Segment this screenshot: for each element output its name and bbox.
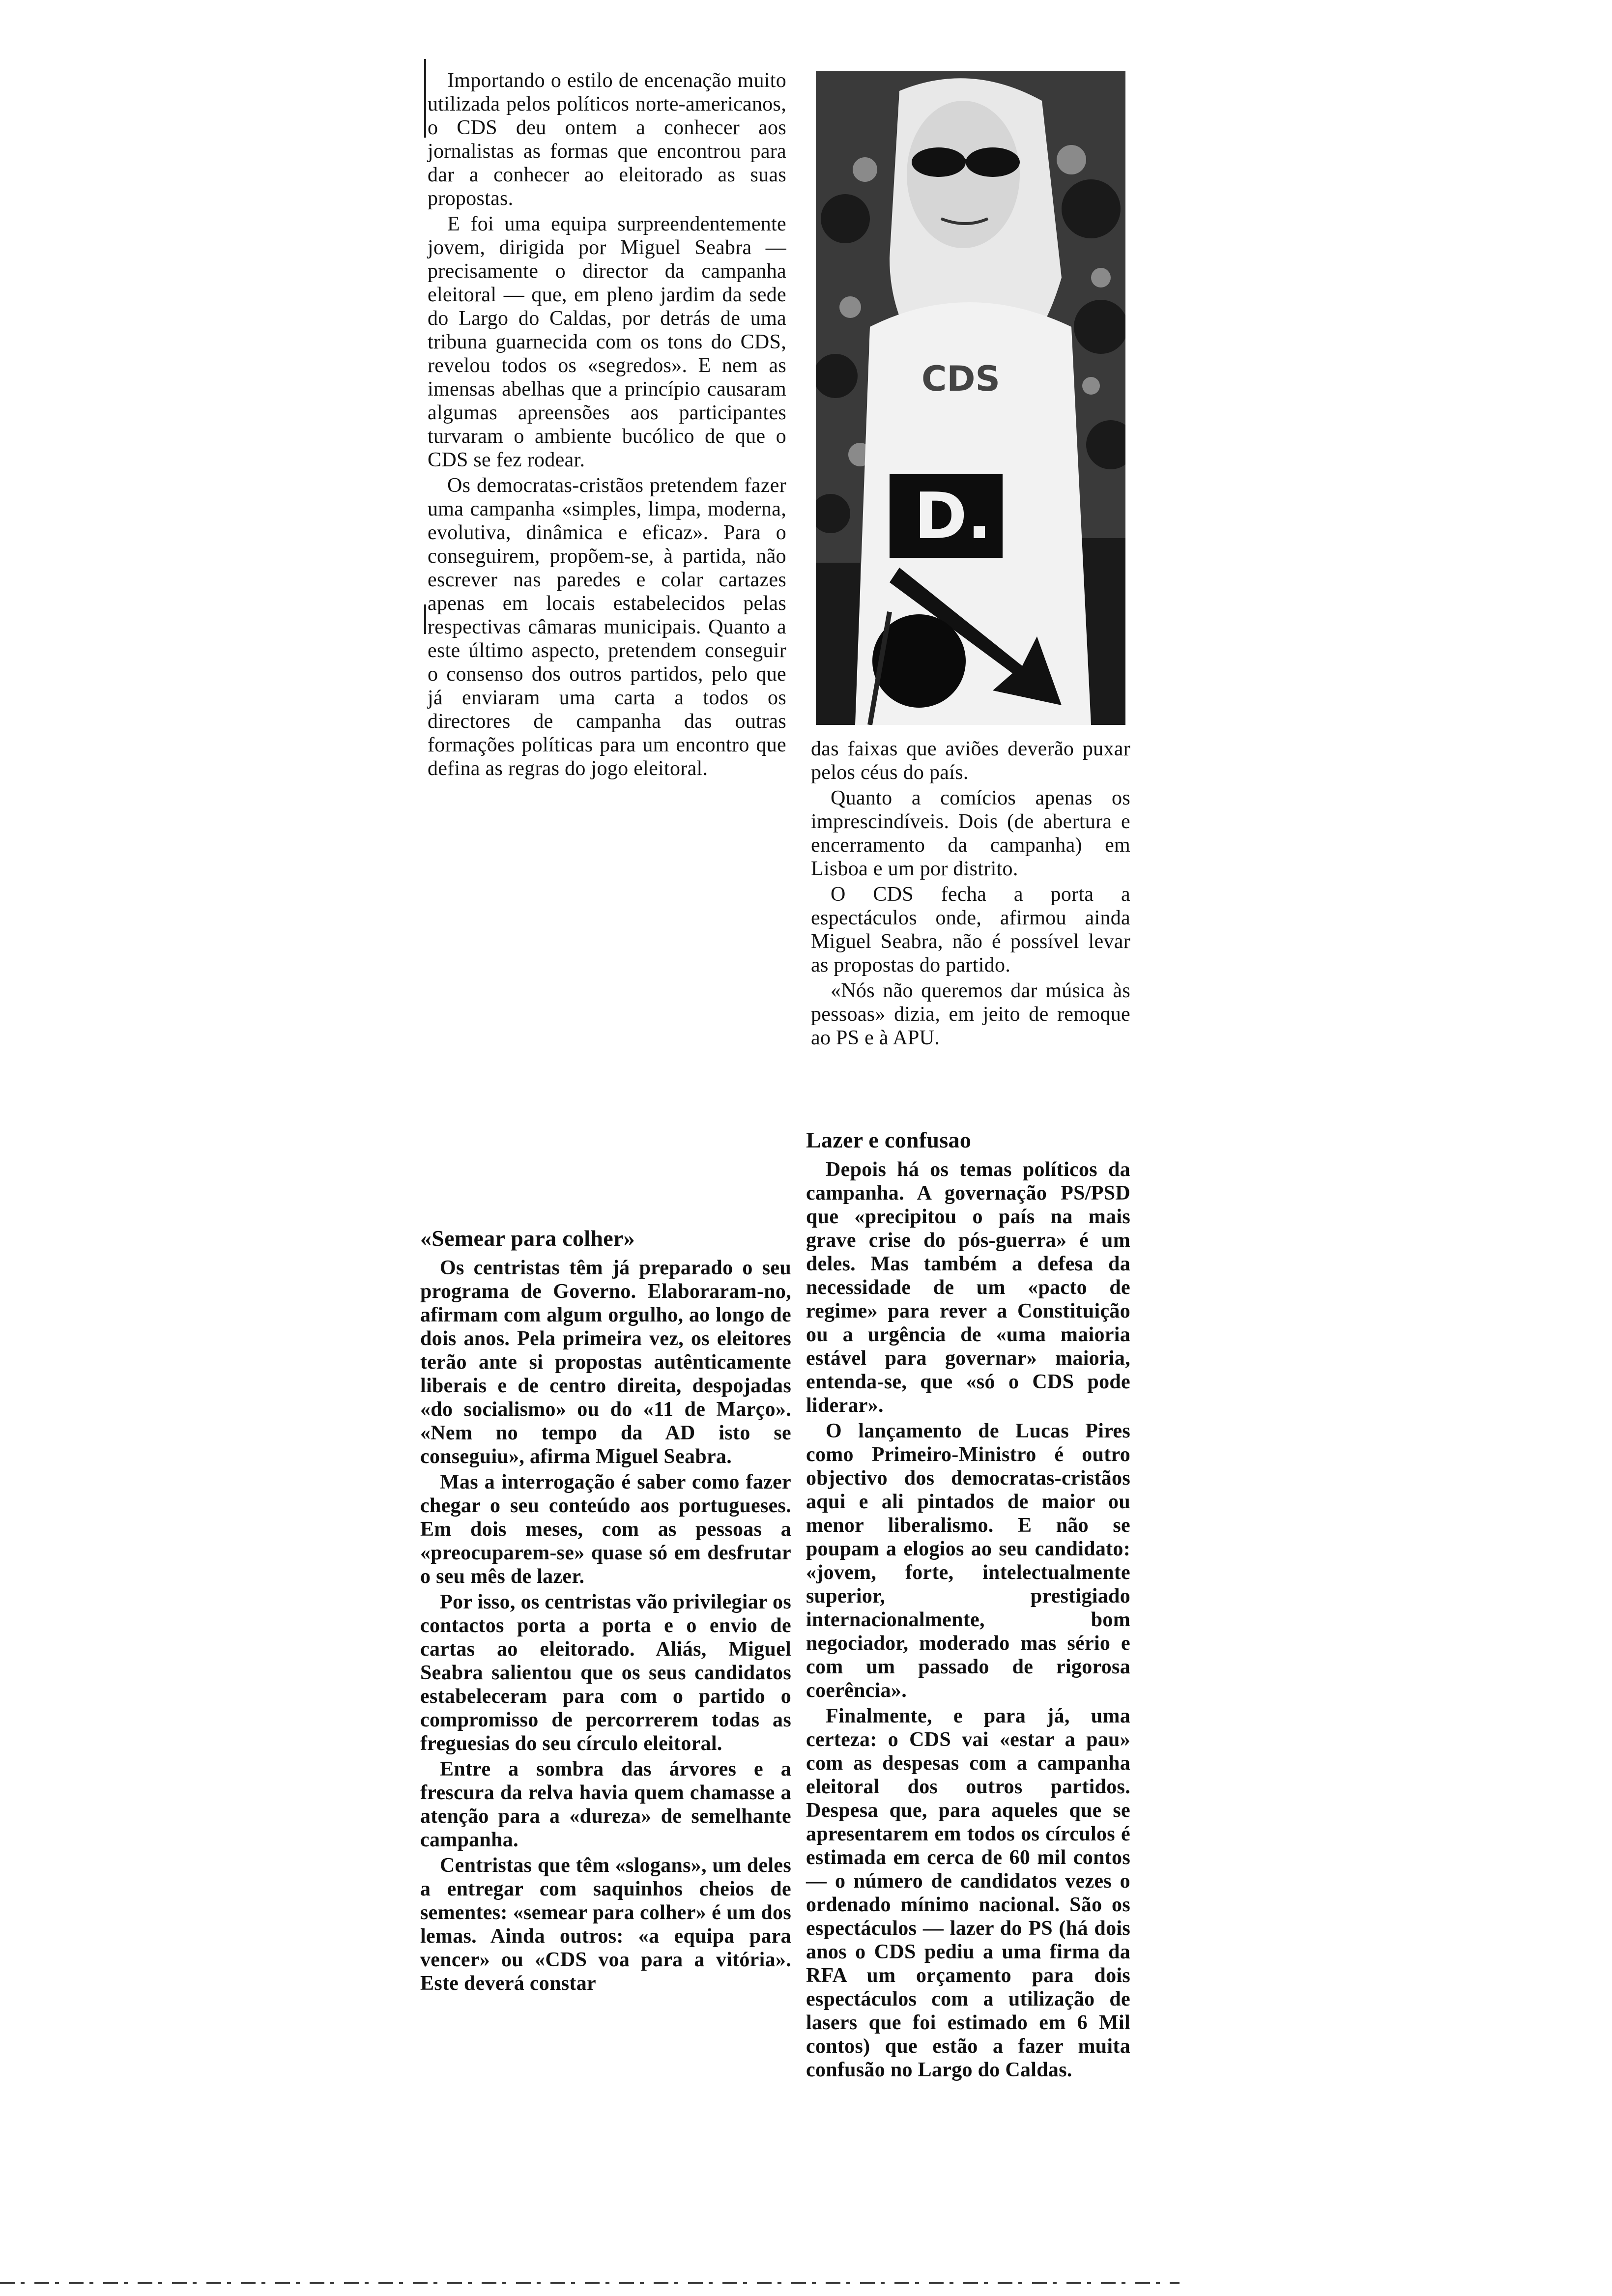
paragraph: das faixas que aviões deverão puxar pelos céus do país. <box>811 738 1130 784</box>
paragraph: Mas a interrogação é saber como fazer chegar o seu conteúdo aos portugueses. Em dois meses, com as pessoas a «preocuparem-se» quase só em desfrutar o seu mês de lazer. <box>420 1471 791 1588</box>
paragraph: O CDS fecha a porta a espectáculos onde, afirmou ainda Miguel Seabra, não é possível levar as propostas do partido. <box>811 883 1130 976</box>
subheading: «Semear para colher» <box>420 1226 635 1251</box>
right-column-lower <box>806 1120 1130 2084</box>
paragraph: Centristas que têm «slogans», um deles a entregar com saquinhos cheios de sementes: «semear para colher» é um dos lemas. Ainda outros: «a equipa para vencer» ou «CDS voa para a vitória». Este deverá constar <box>420 1854 791 1995</box>
column-rule <box>424 59 426 138</box>
paragraph: O lançamento de Lucas Pires como Primeiro-Ministro é outro objectivo dos democratas-cristãos aqui e ali pintados de maior ou menor liberalismo. E não se poupam a elogios ao seu candidato: «jovem, forte, intelectualmente superior, prestigiado internacionalmente, bom negociador, moderado mas sério e com um passado de rigorosa coerência». <box>806 1420 1130 1702</box>
paragraph: Os centristas têm já preparado o seu programa de Governo. Elaboraram-no, afirmam com algum orgulho, ao longo de dois anos. Pela primeira vez, os eleitores terão ante si propostas autênticamente liberais e de centro direita, despojadas «do socialismo» ou do «11 de Março». «Nem no tempo da AD isto se conseguiu», afirma Miguel Seabra. <box>420 1257 791 1468</box>
left-column-lower <box>420 1219 791 1997</box>
badge-text: D. <box>914 479 992 553</box>
paragraph: «Nós não queremos dar música às pessoas» dizia, em jeito de remoque ao PS e à APU. <box>811 979 1130 1049</box>
paragraph: Importando o estilo de encenação muito utilizada pelos políticos norte-americanos, o CDS deu ontem a conhecer aos jornalistas as formas que encontrou para dar a conhecer ao eleitorado as suas propostas. <box>428 69 786 210</box>
paragraph: Entre a sombra das árvores e a frescura da relva havia quem chamasse a atenção para a «dureza» de semelhante campanha. <box>420 1758 791 1851</box>
photo-illustration <box>816 71 1125 725</box>
scan-edge-artifact <box>0 2280 1612 2285</box>
paragraph: Por isso, os centristas vão privilegiar os contactos porta a porta e o envio de cartas ao eleitorado. Aliás, Miguel Seabra salientou que os seus candidatos estabeleceram para com o partido o compromisso de percorrerem todas as freguesias do seu círculo eleitoral. <box>420 1591 791 1755</box>
article-photo <box>816 71 1125 725</box>
subheading: Lazer e confusao <box>806 1127 972 1152</box>
paragraph: Depois há os temas políticos da campanha. A governação PS/PSD que «precipitou o país na mais grave crise do pós-guerra» é um deles. Mas também a defesa da necessidade de um «pacto de regime» para rever a Constituição ou a urgência de «uma maioria estável para governar» maioria, entenda-se, que «só o CDS pode liderar». <box>806 1158 1130 1417</box>
shirt-text: CDS <box>921 359 1000 399</box>
paragraph: E foi uma equipa surpreendentemente jovem, dirigida por Miguel Seabra — precisamente o director da campanha eleitoral — que, em pleno jardim da sede do Largo do Caldas, por detrás de uma tribuna guarnecida com os tons do CDS, revelou todos os «segredos». E nem as imensas abelhas que a princípio causaram algumas apreensões aos participantes turvaram o ambiente bucólico de que o CDS se fez rodear. <box>428 213 786 471</box>
paragraph: Finalmente, e para já, uma certeza: o CDS vai «estar a pau» com as despesas com a campanha eleitoral dos outros partidos. Despesa que, para aqueles que se apresentarem em todos os círculos é estimada em cerca de 60 mil contos — o número de candidatos vezes o ordenado mínimo nacional. São os espectáculos — lazer do PS (há dois anos o CDS pediu a uma firma da RFA um orçamento para dois espectáculos com a utilização de lasers que foi estimado em 6 Mil contos) que estão a fazer muita confusão no Largo do Caldas. <box>806 1705 1130 2081</box>
right-column <box>811 737 1130 1052</box>
column-rule <box>424 604 426 634</box>
left-column <box>428 69 786 782</box>
paragraph: Os democratas-cristãos pretendem fazer uma campanha «simples, limpa, moderna, evolutiva, dinâmica e eficaz». Para o conseguirem, propõem-se, à partida, não escrever nas paredes e colar cartazes apenas em locais estabelecidos pelas respectivas câmaras municipais. Quanto a este último aspecto, pretendem conseguir o consenso dos outros partidos, pelo que já enviaram uma carta a todos os directores de campanha das outras formações políticas para um encontro que defina as regras do jogo eleitoral. <box>428 474 786 780</box>
paragraph: Quanto a comícios apenas os imprescindíveis. Dois (de abertura e encerramento da campanha) em Lisboa e um por distrito. <box>811 787 1130 880</box>
